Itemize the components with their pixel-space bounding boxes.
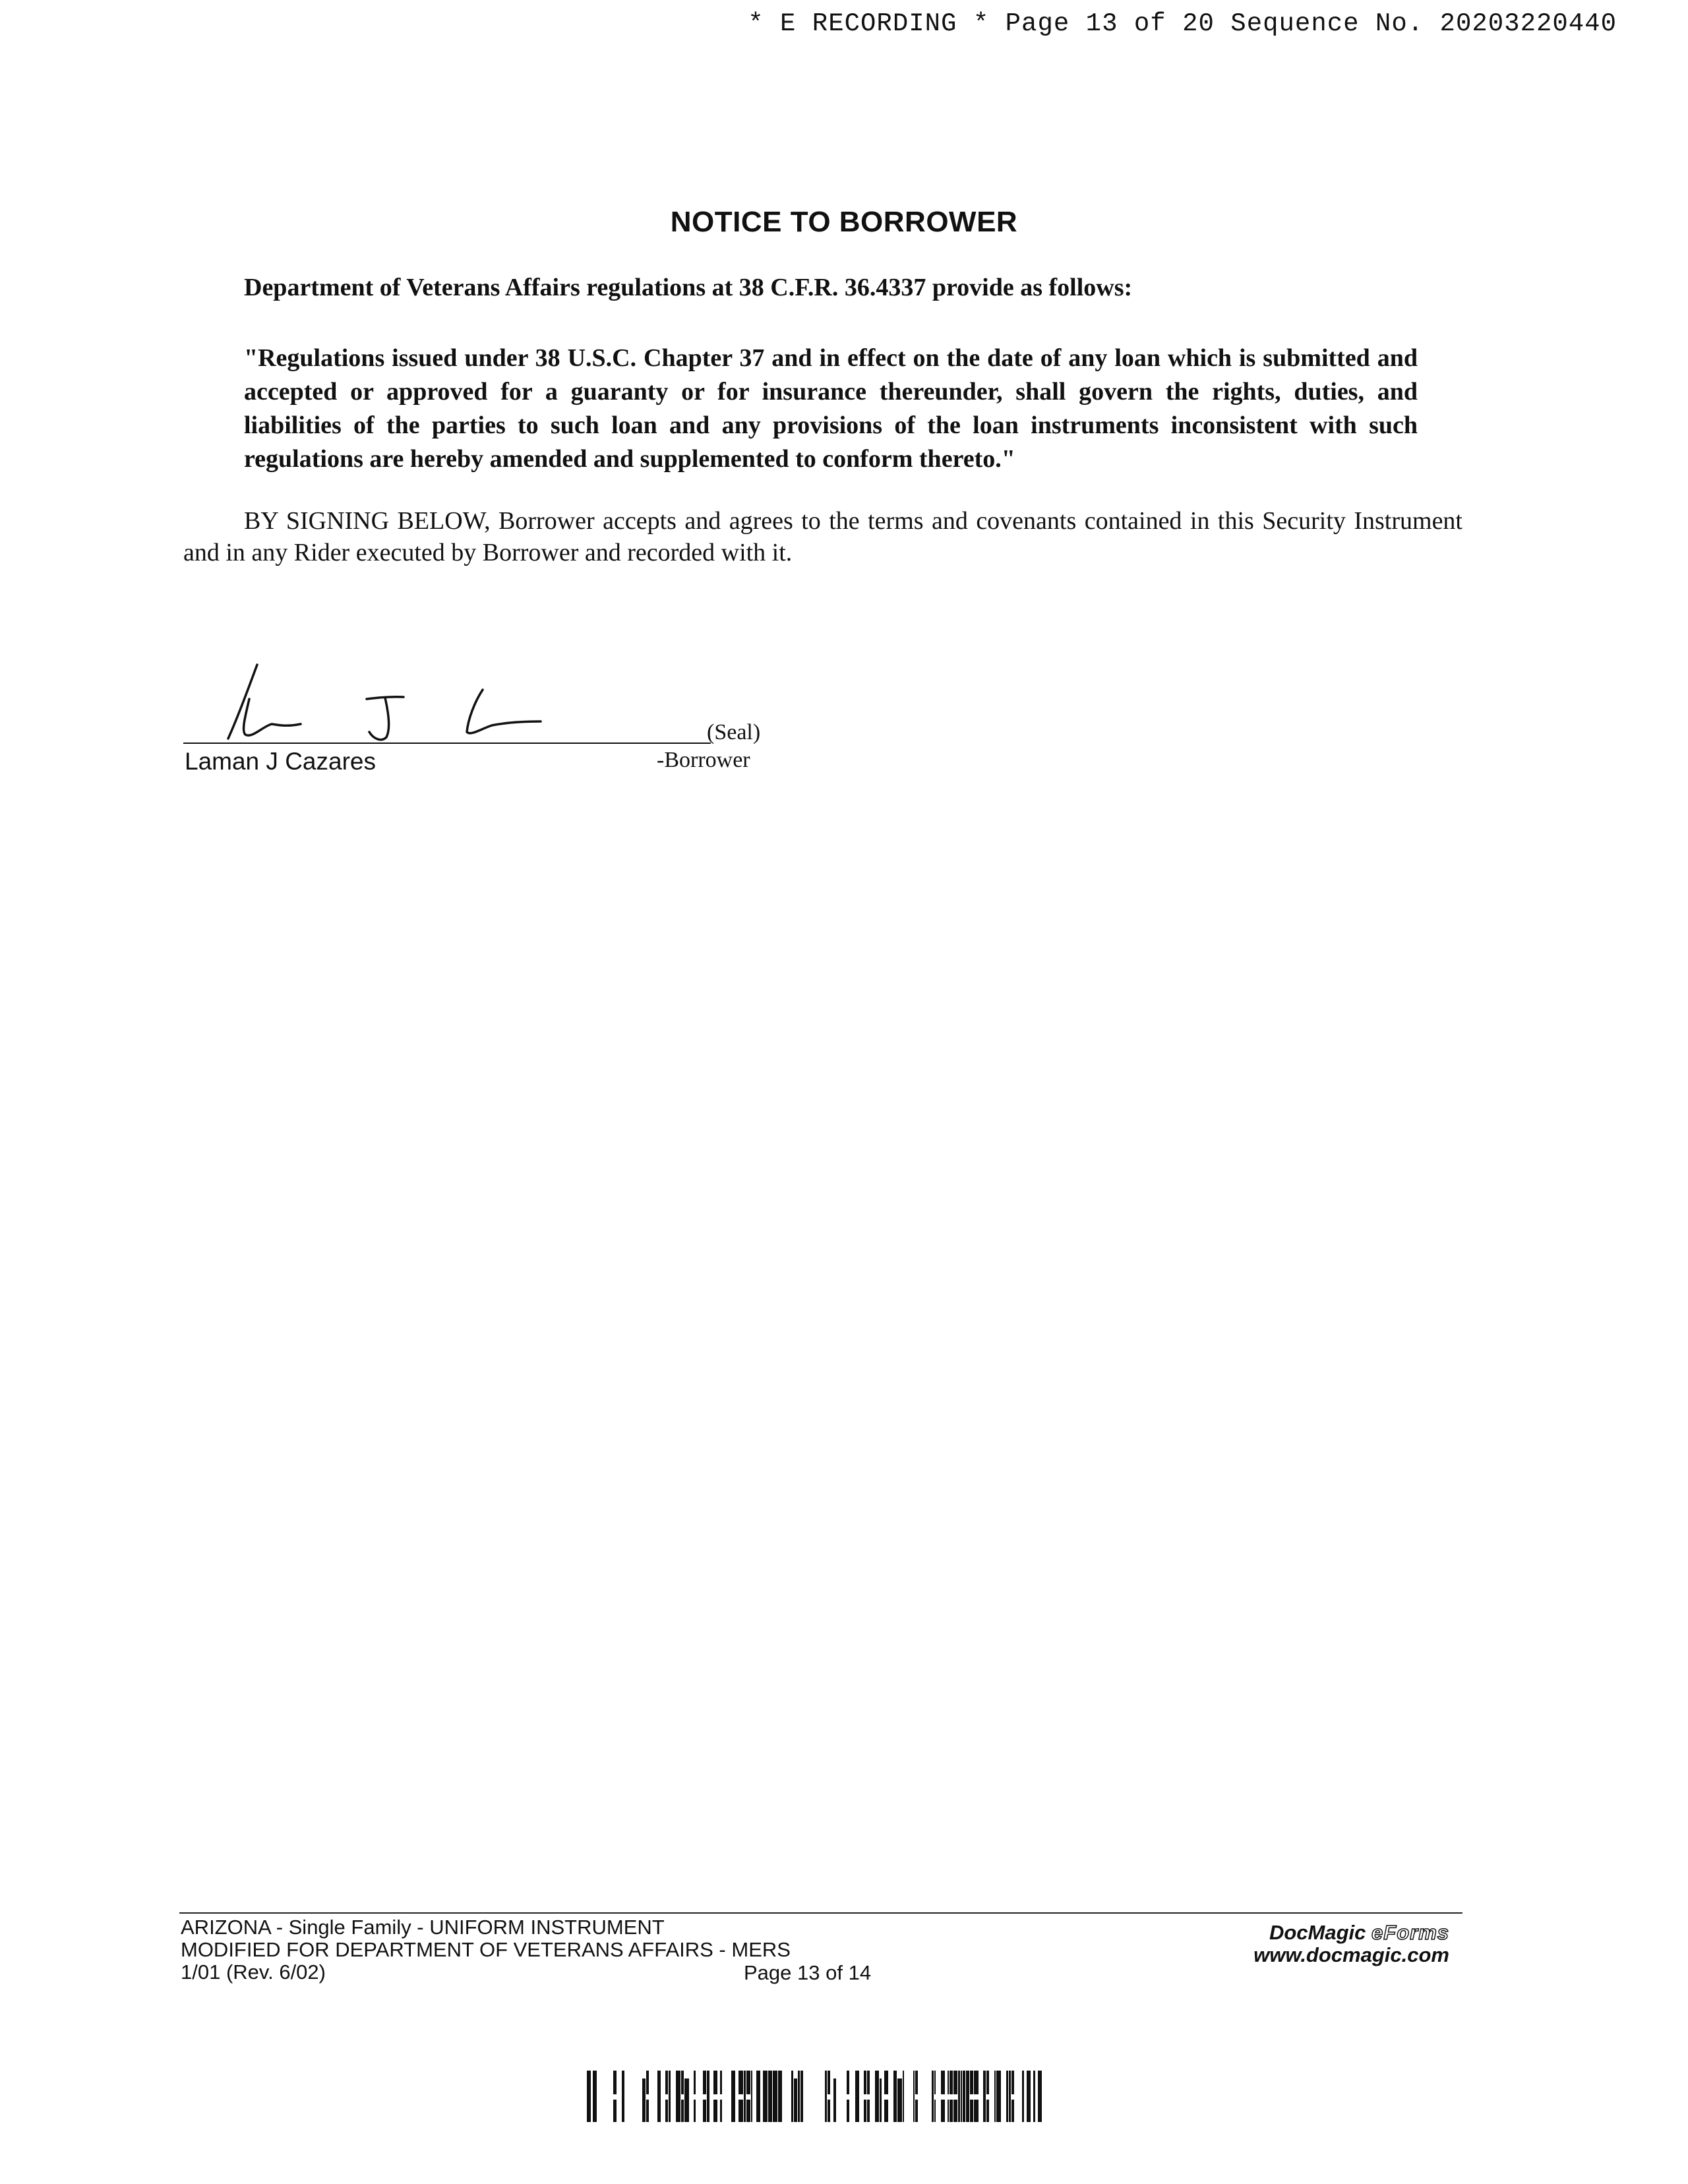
brand-url: www.docmagic.com [1253, 1943, 1449, 1966]
brand-name: DocMagic [1269, 1921, 1366, 1944]
borrower-signature [211, 653, 607, 752]
footer-line-modified: MODIFIED FOR DEPARTMENT OF VETERANS AFFAIRS - MERS [181, 1938, 791, 1961]
footer-line-revision: 1/01 (Rev. 6/02) [181, 1960, 326, 1984]
notice-title: NOTICE TO BORROWER [670, 206, 1018, 238]
footer-form-info [181, 1916, 791, 1984]
borrower-role-label: -Borrower [657, 748, 750, 772]
footer-line-state: ARIZONA - Single Family - UNIFORM INSTRUMENT [181, 1916, 665, 1939]
signing-statement: BY SIGNING BELOW, Borrower accepts and agrees to the terms and covenants contained in this Security Instrument and in any Rider executed by Borrower and recorded with it. [183, 507, 1462, 566]
seal-label: (Seal) [707, 720, 761, 744]
regulation-intro: Department of Veterans Affairs regulations at 38 C.F.R. 36.4337 provide as follows: [244, 274, 1133, 301]
footer-page-number: Page 13 of 14 [744, 1961, 872, 1984]
barcode-icon [587, 2071, 1062, 2122]
borrower-name: Laman J Cazares [185, 748, 376, 775]
recording-header: * E RECORDING * Page 13 of 20 Sequence No. 20203220440 [748, 9, 1617, 38]
docmagic-brand [1253, 1922, 1449, 1966]
signature-line [183, 743, 711, 744]
regulation-quote: "Regulations issued under 38 U.S.C. Chapter 37 and in effect on the date of any loan which is submitted and accepted or approved for a guaranty or for insurance thereunder, shall govern the rights, duties, and liabilities of the parties to such loan and any provisions of the loan instruments inconsistent with such regulations are hereby amended and supplemented to conform thereto." [244, 344, 1418, 473]
brand-eforms-logo: eForms [1372, 1921, 1449, 1944]
footer-rule [179, 1912, 1462, 1914]
